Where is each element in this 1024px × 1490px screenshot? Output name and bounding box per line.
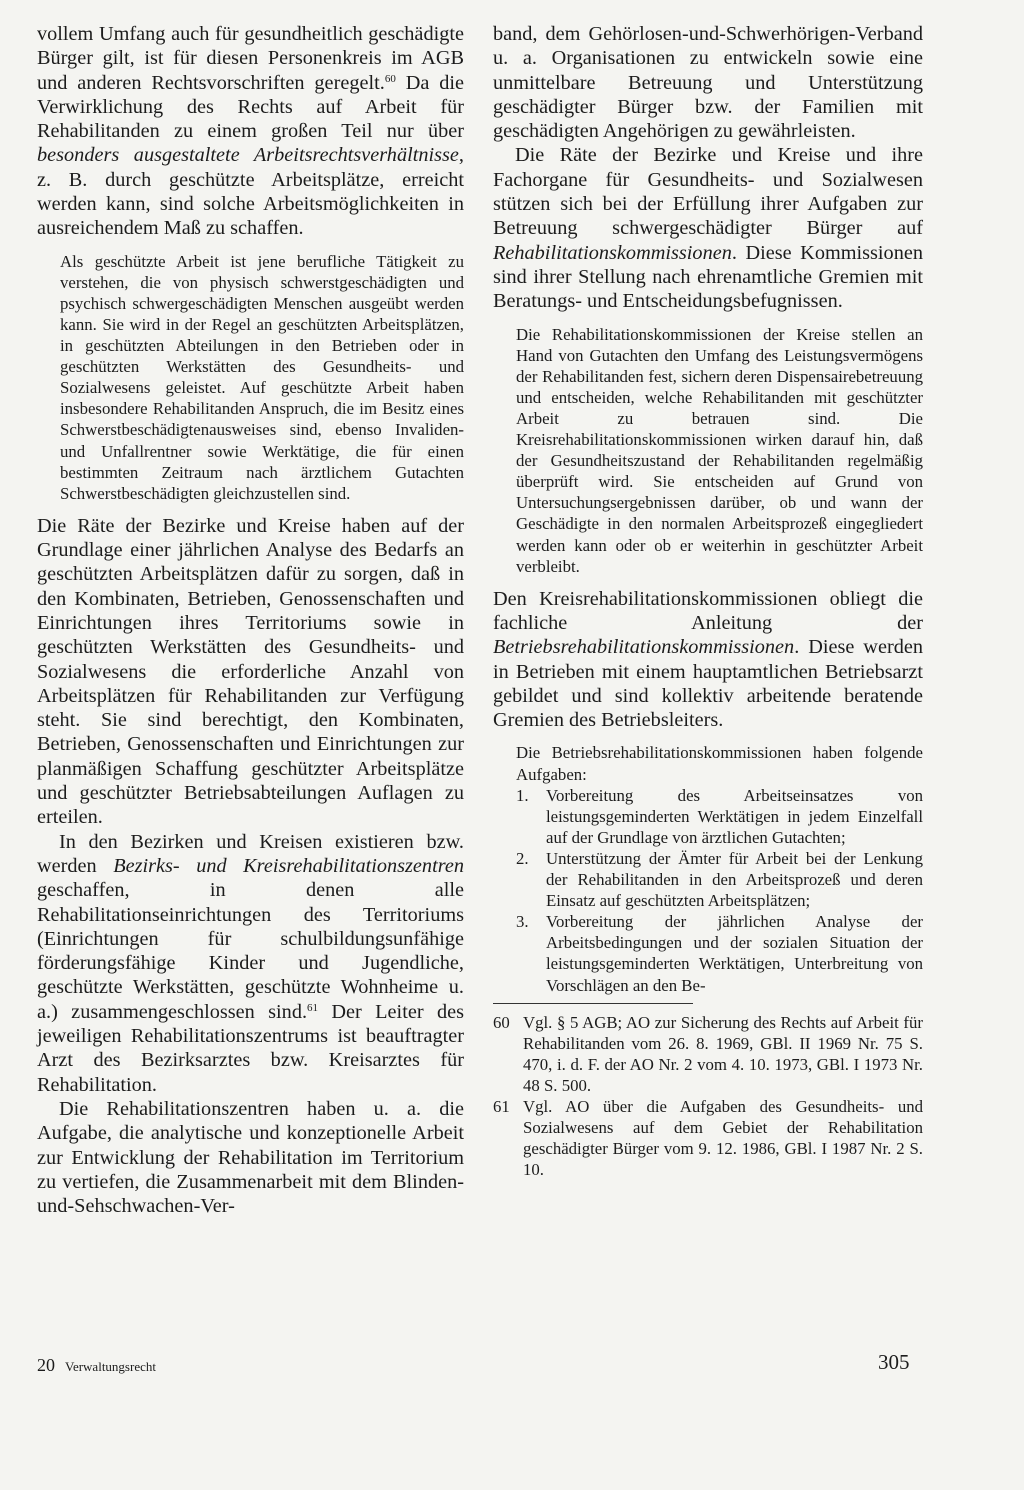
footnote-ref-61: 61	[307, 1001, 319, 1014]
text-segment: Da die Verwirklichung des Rechts auf Arbeit für Rehabilitanden zu einem großen Teil nur über	[37, 71, 464, 143]
list-item-text: Vorbereitung des Arbeitseinsatzes von leistungsgeminderten Werktätigen in jedem Einzelfall auf der Grundlage von ärztlichen Gutachten;	[546, 785, 923, 847]
footnote-60	[493, 1012, 923, 1096]
text-segment: , z. B. durch geschützte Arbeitsplätze, erreicht werden kann, sind solche Arbeitsmöglichkeiten in ausreichendem Maß zu schaffen.	[37, 144, 464, 240]
text-segment: . Diese werden in Betrieben mit einem hauptamtlichen Betriebsarzt gebildet und sind kollektiv arbeitende beratende Gremien des Betriebsleiters.	[493, 636, 923, 732]
sheet-number: 20	[37, 1355, 55, 1375]
right-column	[493, 22, 923, 1180]
footnote-number: 61	[493, 1096, 510, 1116]
paragraph-right-to-work	[37, 22, 464, 241]
list-item-number: 1.	[516, 785, 529, 805]
list-item	[516, 848, 923, 911]
task-list	[493, 785, 923, 996]
text-segment: Der Leiter des jeweiligen Rehabilitationszentrums ist beauftragter Arzt des Bezirksarztes bzw. Kreisarztes für Rehabilitation.	[37, 1000, 464, 1096]
footnote-text: Vgl. AO über die Aufgaben des Gesundheits- und Sozialwesens auf dem Gebiet der Rehabilitation geschädigter Bürger vom 9. 12. 1986, GBl. I 1987 Nr. 2 S. 10.	[523, 1096, 923, 1180]
italic-term: Rehabilitationskommissionen	[493, 241, 732, 264]
section-label: Verwaltungsrecht	[65, 1359, 156, 1374]
left-column	[37, 22, 464, 1218]
list-item-number: 2.	[516, 848, 529, 868]
footnote-ref-60: 60	[384, 72, 396, 85]
italic-term: besonders ausgestaltete Arbeitsrechtsverhältnisse	[37, 144, 459, 167]
footnote-text: Vgl. § 5 AGB; AO zur Sicherung des Rechts auf Arbeit für Rehabilitanden vom 26. 8. 1969, GBl. II 1969 Nr. 75 S. 470, i. d. F. der AO Nr. 2 vom 4. 10. 1973, GBl. I 1973 Nr. 48 S. 500.	[523, 1012, 923, 1095]
italic-term: Bezirks- und Kreisrehabilitationszentren	[113, 854, 464, 877]
list-item-text: Unterstützung der Ämter für Arbeit bei der Lenkung der Rehabilitanden in den Arbeitsprozeß und deren Einsatz auf geschützten Arbeitsplätzen;	[546, 848, 923, 911]
note-district-commissions: Die Rehabilitationskommissionen der Kreise stellen an Hand von Gutachten den Umfang des Leistungsvermögens der Rehabilitanden fest, sichern deren Dispensairebetreuung und entscheiden, welche Rehabilitanden mit geschützter Arbeit zu betrauen sind. Die Kreisrehabilitationskommissionen wirken darauf hin, daß der Gesundheitszustand der Rehabilitanden regelmäßig überprüft wird. Sie entscheiden auf Grund von Untersuchungsergebnissen darüber, ob und wann der Geschädigte in den normalen Arbeitsprozeß eingegliedert werden kann oder ob er weiterhin in geschützter Arbeit verbleibt.	[516, 324, 923, 576]
note-protected-work: Als geschützte Arbeit ist jene berufliche Tätigkeit zu verstehen, die von physisch schwerstgeschädigten und psychisch schwergeschädigten Menschen ausgeübt werden kann. Sie wird in der Regel an geschützten Arbeitsplätzen, in geschützten Abteilungen in den Betrieben oder in geschützten Werkstätten des Gesundheits- und Sozialwesens geleistet. Auf geschützte Arbeit haben insbesondere Rehabilitanden Anspruch, die im Besitz eines Schwerstbeschädigtenausweises sind, ebenso Invaliden- und Unfallrentner sowie Werktätige, die für einen bestimmten Zeitraum nach ärztlichem Gutachten Schwerstbeschädigten gleichzustellen sind.	[60, 251, 464, 503]
page-number: 305	[878, 1350, 910, 1374]
footnote-61	[493, 1096, 923, 1180]
list-item-text: Vorbereitung der jährlichen Analyse der Arbeitsbedingungen und der sozialen Situation der leistungsgeminderten Werktätigen, Unterbreitung von Vorschlägen an den Be-	[546, 912, 923, 995]
paragraph-rehab-centers	[37, 830, 464, 1097]
page-footer-left	[37, 1355, 156, 1376]
text-segment: In den Bezirken und Kreisen existieren bzw. werden	[37, 830, 464, 877]
paragraph-councils-duties: Die Räte der Bezirke und Kreise haben auf der Grundlage einer jährlichen Analyse des Bedarfs an geschützten Arbeitsplätzen dafür zu sorgen, daß in den Kombinaten, Betrieben, Genossenschaften und Einrichtungen ihres Territoriums sowie in geschützten Werkstätten des Gesundheits- und Sozialwesens die erforderliche Anzahl von Arbeitsplätzen für Rehabilitanden zur Verfügung steht. Sie sind berechtigt, den Kombinaten, Betrieben, Genossenschaften und Einrichtungen zur planmäßigen Schaffung geschützter Arbeitsplätze und geschützter Betriebsabteilungen Auflagen zu erteilen.	[37, 514, 464, 829]
paragraph-rehab-commissions	[493, 143, 923, 313]
paragraph-rehab-center-tasks: Die Rehabilitationszentren haben u. a. die Aufgabe, die analytische und konzeptionelle Arbeit zur Entwicklung der Rehabilitation im Territorium zu vertiefen, die Zusammenarbeit mit dem Blinden-und-Sehschwachen-Ver-	[37, 1097, 464, 1218]
list-item	[516, 785, 923, 848]
text-segment: vollem Umfang auch für gesundheitlich geschädigte Bürger gilt, ist für diesen Personenkreis im AGB und anderen Rechtsvorschriften geregelt.	[37, 23, 464, 94]
task-list-intro: Die Betriebsrehabilitationskommissionen haben folgende Aufgaben:	[516, 743, 923, 784]
footnote-divider	[493, 1003, 693, 1004]
paragraph-company-commissions	[493, 587, 923, 733]
text-segment: . Diese Kommissionen sind ihrer Stellung nach ehrenamtliche Gremien mit Beratungs- und Entscheidungsbefugnissen.	[493, 241, 923, 313]
list-item	[516, 911, 923, 995]
text-segment: Die Räte der Bezirke und Kreise und ihre Fachorgane für Gesundheits- und Sozialwesen stützen sich bei der Erfüllung ihrer Aufgaben zur Betreuung schwergeschädigter Bürger auf	[493, 144, 923, 240]
footnote-number: 60	[493, 1012, 510, 1032]
paragraph-continuation: band, dem Gehörlosen-und-Schwerhörigen-Verband u. a. Organisationen zu entwickeln sowie eine unmittelbare Betreuung und Unterstützung geschädigter Bürger bzw. der Familien mit geschädigten Angehörigen zu gewährleisten.	[493, 23, 923, 143]
text-segment: geschaffen, in denen alle Rehabilitationseinrichtungen des Territoriums (Einrichtungen für schulbildungsunfähige förderungsfähige Kinder und Jugendliche, geschützte Werkstätten, geschützte Wohnheime u. a.) zusammengeschlossen sind.	[37, 879, 464, 1023]
list-item-number: 3.	[516, 912, 529, 932]
italic-term: Betriebsrehabilitationskommissionen	[493, 636, 795, 659]
text-segment: Den Kreisrehabilitationskommissionen obliegt die fachliche Anleitung der	[493, 587, 923, 634]
